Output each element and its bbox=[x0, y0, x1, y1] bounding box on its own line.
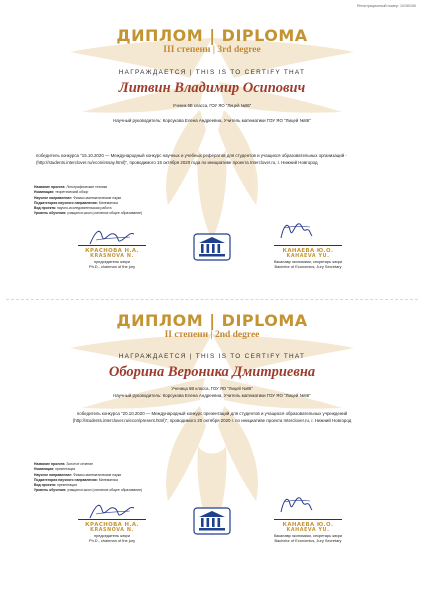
detail-value: Физико-математические науки bbox=[73, 472, 122, 477]
recipient-name: Литвин Владимир Осипович bbox=[118, 80, 306, 96]
detail-label: Вид проекта: bbox=[34, 206, 57, 211]
signature-line bbox=[274, 519, 342, 520]
institution-seal-icon bbox=[190, 232, 234, 262]
project-details bbox=[34, 185, 142, 217]
signer-name-ru: КАНАЕВА Ю.О. bbox=[282, 522, 334, 528]
diploma-certificate-2nd-degree bbox=[0, 300, 424, 600]
winner-text: победитель конкурса "15.10.2020 — Международный конкурс научных и учебных рефератов для студентов и учащихся образовательных организаций - (http://students.interclover.ru/econ/essay.html)", проводимого 15 октября 2020 года по инициативе проекта Interclover.ru, г. Нижний Новгород bbox=[36, 153, 347, 165]
signer-name-ru: КРАСНОВА Н.А. bbox=[85, 522, 139, 528]
student-info: Ученица 6В класса, ГОУ ЯО "Лицей №86" bbox=[171, 386, 253, 391]
signature-kanaeva bbox=[276, 492, 316, 518]
signer-role-en: Bachelor of Economics, Jury Secretary bbox=[274, 264, 342, 270]
supervisor-info: Научный руководитель: Корсукова Елена Андреевна, Учитель математики ГОУ ЯО "Лицей №86" bbox=[113, 118, 311, 123]
signature-line bbox=[274, 245, 342, 246]
detail-value: научно-исследовательская работа bbox=[57, 206, 112, 211]
wings-emblem bbox=[0, 300, 424, 600]
detail-value: Золотое сечение bbox=[66, 462, 94, 466]
signature-line bbox=[78, 519, 146, 520]
signer-name-en: KAHAEVA YU. bbox=[286, 254, 330, 259]
detail-value: Математика bbox=[98, 477, 118, 482]
detail-value: презентация bbox=[55, 467, 76, 472]
signature-kanaeva bbox=[276, 218, 316, 244]
certify-text: НАГРАЖДАЕТСЯ | THIS IS TO CERTIFY THAT bbox=[118, 69, 306, 76]
detail-label: Уровень обучения: bbox=[34, 211, 67, 216]
detail-label: Номинация: bbox=[34, 467, 55, 472]
signer-left bbox=[52, 519, 172, 543]
detail-value: Физико-математические науки bbox=[73, 195, 122, 200]
signer-name-en: KRASNOVA N. bbox=[90, 528, 134, 533]
diploma-title: ДИПЛОМ | DIPLOMA bbox=[116, 311, 308, 330]
signer-role-en: Bachelor of Economics, Jury Secretary bbox=[274, 538, 342, 544]
student-info: Ученик 6В класса, ГОУ ЯО "Лицей №86" bbox=[172, 103, 252, 108]
recipient-name: Оборина Вероника Дмитриевна bbox=[108, 364, 316, 380]
winner-text: победитель конкурса "20.10.2020 — Международный конкурс презентаций для студентов и учащихся образовательных учреждений (http://students.interclover.ru/econ/present.html)", проводимого 20 октября 2020 г. по инициативе проекта Interclover.ru, г. Нижний Новгород bbox=[72, 411, 352, 423]
detail-label: Название проекта: bbox=[34, 185, 66, 189]
signer-role-en: Ph.D., chairman of the jury bbox=[88, 264, 136, 270]
detail-label: Подкатегория научного направления: bbox=[34, 200, 98, 205]
detail-row bbox=[34, 211, 142, 216]
signer-name-en: KAHAEVA YU. bbox=[286, 528, 330, 533]
detail-label: Название проекта: bbox=[34, 462, 66, 466]
certify-text: НАГРАЖДАЕТСЯ | THIS IS TO CERTIFY THAT bbox=[118, 353, 306, 360]
detail-label: Подкатегория научного направления: bbox=[34, 477, 98, 482]
detail-label: Вид проекта: bbox=[34, 483, 57, 488]
detail-value: Математика bbox=[98, 200, 118, 205]
signer-role-en: Ph.D., chairman of the jury bbox=[88, 538, 136, 544]
diploma-title: ДИПЛОМ | DIPLOMA bbox=[116, 26, 308, 45]
detail-value: Литографические техники bbox=[66, 185, 108, 189]
signer-role: бакалавр экономики, секретарь жюри bbox=[273, 259, 343, 264]
signer-name-ru: КРАСНОВА Н.А. bbox=[85, 248, 139, 254]
signature-line bbox=[78, 245, 146, 246]
detail-value: теоретический обзор bbox=[55, 190, 89, 195]
detail-label: Научное направление: bbox=[34, 195, 73, 200]
signer-right bbox=[248, 519, 368, 543]
signer-role: председатель жюри bbox=[94, 533, 130, 538]
supervisor-info: Научный руководитель: Корсукова Елена Андреевна, Учитель математики ГОУ ЯО "Лицей №86" bbox=[113, 393, 311, 398]
detail-label: Номинация: bbox=[34, 190, 55, 195]
institution-seal-icon bbox=[190, 506, 234, 536]
detail-label: Уровень обучения: bbox=[34, 488, 67, 493]
signer-right bbox=[248, 245, 368, 269]
degree-label: II степени | 2nd degree bbox=[164, 330, 260, 340]
registration-number: Регистрационный номер: 10150150 bbox=[356, 4, 416, 8]
signer-role: председатель жюри bbox=[94, 259, 130, 264]
signer-role: бакалавр экономики, секретарь жюри bbox=[273, 533, 343, 538]
detail-row bbox=[34, 488, 142, 493]
signer-left bbox=[52, 245, 172, 269]
detail-label: Научное направление: bbox=[34, 472, 73, 477]
detail-value: презентация bbox=[57, 483, 77, 488]
detail-value: учащиеся школ (основное общее образование) bbox=[67, 488, 143, 493]
project-details bbox=[34, 462, 142, 494]
signer-name-ru: КАНАЕВА Ю.О. bbox=[282, 248, 334, 254]
detail-value: учащиеся школ (основное общее образование) bbox=[67, 211, 143, 216]
signer-name-en: KRASNOVA N. bbox=[90, 254, 134, 259]
degree-label: III степени | 3rd degree bbox=[163, 45, 261, 55]
